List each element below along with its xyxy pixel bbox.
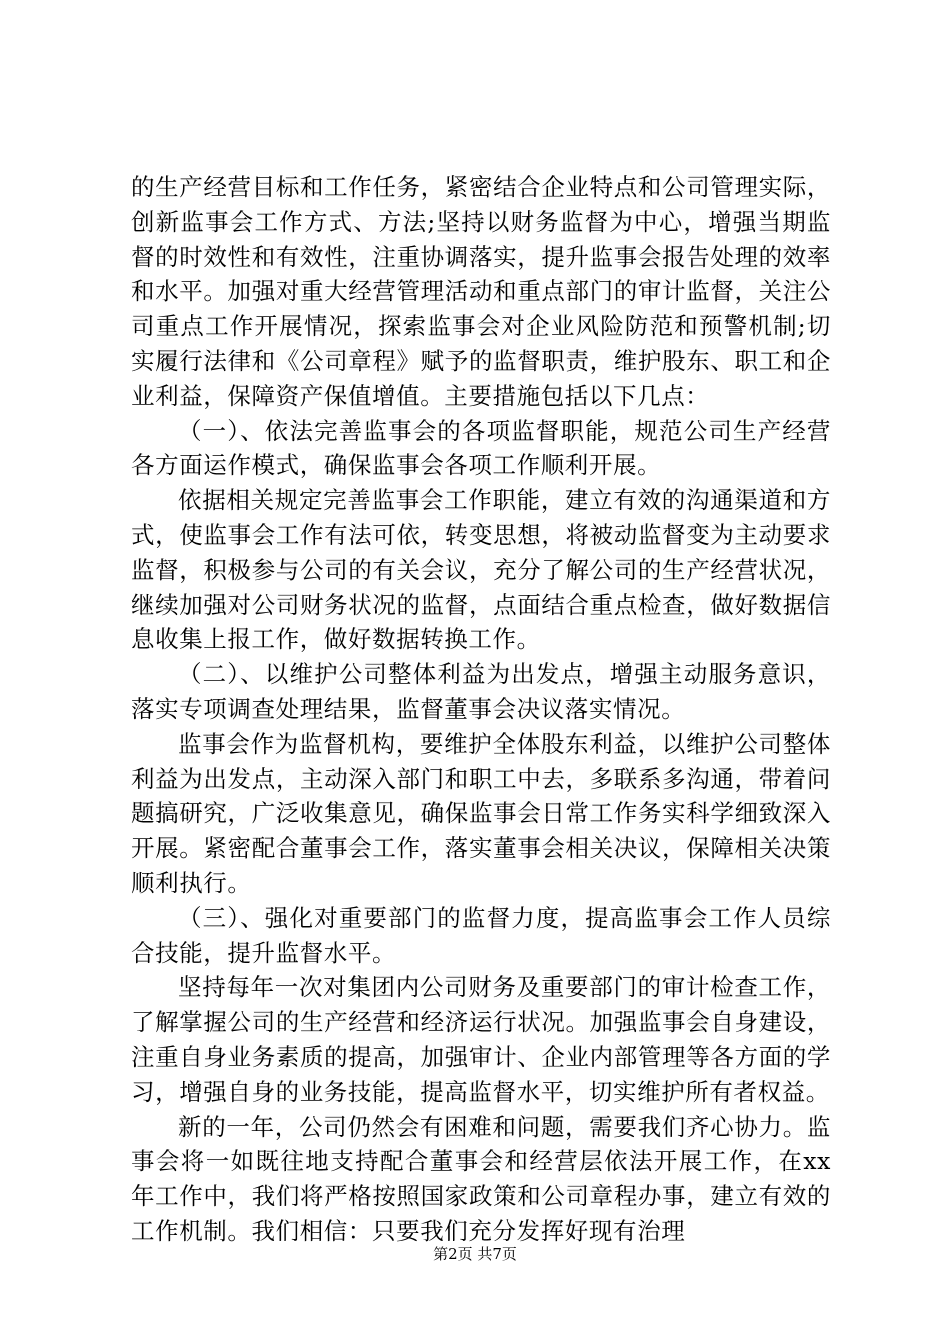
document-body [131,170,831,1249]
paragraph: 依据相关规定完善监事会工作职能，建立有效的沟通渠道和方式，使监事会工作有法可依，转变思想，将被动监督变为主动要求监督，积极参与公司的有关会议，充分了解公司的生产经营状况，继续加强对公司财务状况的监督，点面结合重点检查，做好数据信息收集上报工作，做好数据转换工作。 [131,486,831,654]
page-number-footer: 第2页 共7页 [433,1245,517,1263]
paragraph: 坚持每年一次对集团内公司财务及重要部门的审计检查工作，了解掌握公司的生产经营和经济运行状况。加强监事会自身建设，注重自身业务素质的提高，加强审计、企业内部管理等各方面的学习，增强自身的业务技能，提高监督水平，切实维护所有者权益。 [131,973,831,1106]
paragraph: 新的一年，公司仍然会有困难和问题，需要我们齐心协力。监事会将一如既往地支持配合董事会和经营层依法开展工作，在xx年工作中，我们将严格按照国家政策和公司章程办事，建立有效的工作机制。我们相信：只要我们充分发挥好现有治理 [131,1112,831,1245]
section-heading-2: （二）、以维护公司整体利益为出发点，增强主动服务意识，落实专项调查处理结果，监督董事会决议落实情况。 [131,660,831,723]
section-heading-3: （三）、强化对重要部门的监督力度，提高监事会工作人员综合技能，提升监督水平。 [131,903,831,967]
section-heading-1: （一）、依法完善监事会的各项监督职能，规范公司生产经营各方面运作模式，确保监事会各项工作顺利开展。 [131,416,831,480]
paragraph: 的生产经营目标和工作任务，紧密结合企业特点和公司管理实际，创新监事会工作方式、方法;坚持以财务监督为中心，增强当期监督的时效性和有效性，注重协调落实，提升监事会报告处理的效率和水平。加强对重大经营管理活动和重点部门的审计监督，关注公司重点工作开展情况，探索监事会对企业风险防范和预警机制;切实履行法律和《公司章程》赋予的监督职责，维护股东、职工和企业利益，保障资产保值增值。主要措施包括以下几点： [131,173,831,410]
paragraph: 监事会作为监督机构，要维护全体股东利益，以维护公司整体利益为出发点，主动深入部门和职工中去，多联系多沟通，带着问题搞研究，广泛收集意见，确保监事会日常工作务实科学细致深入开展。紧密配合董事会工作，落实董事会相关决议，保障相关决策顺利执行。 [131,729,831,897]
